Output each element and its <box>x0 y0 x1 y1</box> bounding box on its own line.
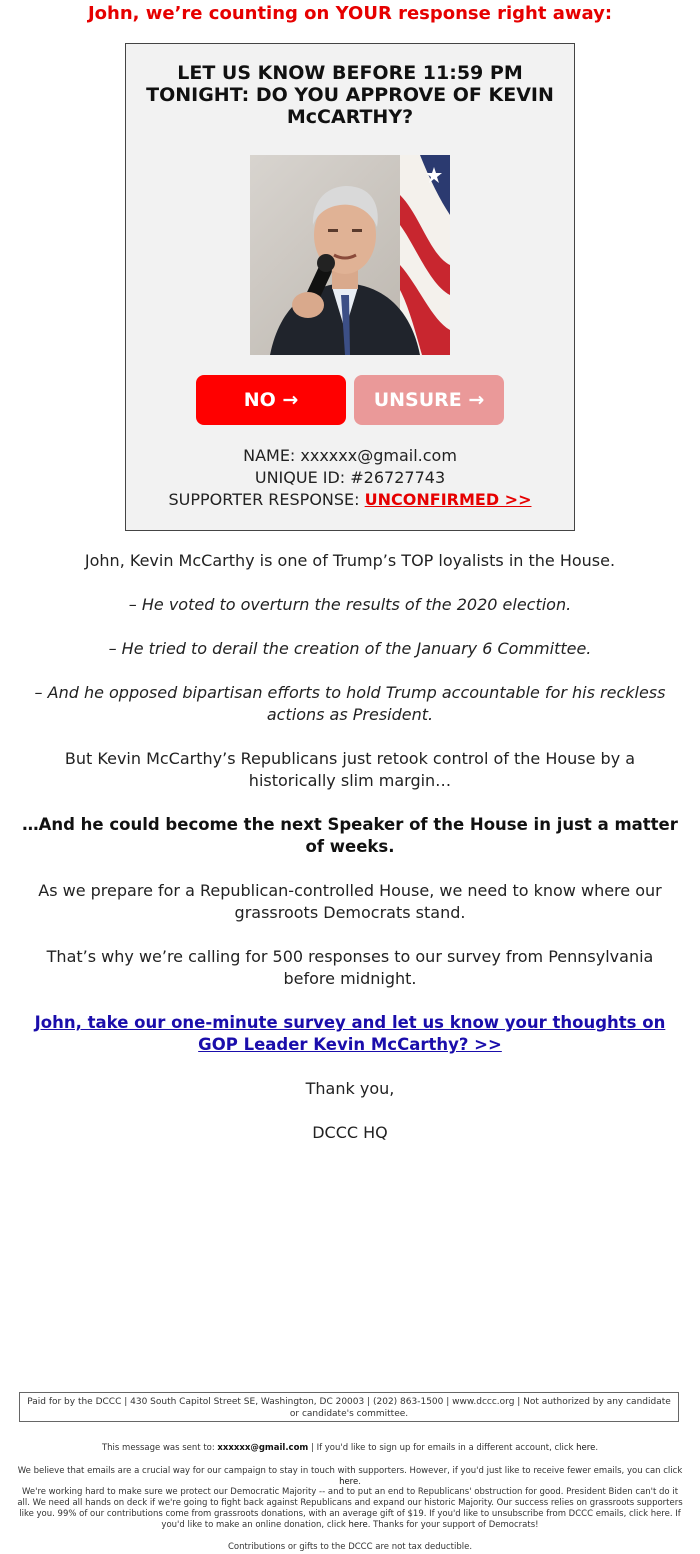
tax-note: Contributions or gifts to the DCCC are not tax deductible. <box>227 1542 473 1552</box>
email-headline: John, we’re counting on YOUR response right away: <box>87 3 613 24</box>
supporter-name: NAME: xxxxxx@gmail.com <box>243 446 457 465</box>
paid-for-disclaimer: Paid for by the DCCC | 430 South Capitol Street SE, Washington, DC 20003 | (202) 863-1500 | www.dccc.org | Not authorized by any candidate or candidate's committee. <box>19 1392 679 1422</box>
mccarthy-photo <box>250 155 450 355</box>
donation-here-link[interactable]: here <box>348 1520 368 1530</box>
speaker-paragraph: …And he could become the next Speaker of the House in just a matter of weeks. <box>22 815 678 856</box>
survey-link[interactable]: John, take our one-minute survey and let us know your thoughts on GOP Leader Kevin McCarthy? >> <box>34 1013 666 1054</box>
survey-box <box>125 43 575 531</box>
unconfirmed-link[interactable]: UNCONFIRMED >> <box>364 490 532 509</box>
fewer-emails-here-link[interactable]: here <box>339 1477 359 1487</box>
fewer-emails-text: We believe that emails are a crucial way for our campaign to stay in touch with supporters. However, if you'd just like to receive fewer emails, you can click <box>17 1466 683 1476</box>
supporter-response <box>126 489 574 510</box>
sent-to-suffix: | If you'd like to sign up for emails in a different account, click <box>308 1443 577 1453</box>
prepare-paragraph: As we prepare for a Republican-controlled House, we need to know where our grassroots Democrats stand. <box>38 881 662 922</box>
intro-paragraph: John, Kevin McCarthy is one of Trump’s TOP loyalists in the House. <box>84 551 616 570</box>
sent-to-email: xxxxxx@gmail.com <box>217 1443 309 1453</box>
fewer-emails-line: We believe that emails are a crucial way for our campaign to stay in touch with supporters. However, if you'd just like to receive fewer emails, you can click here. <box>17 1466 683 1487</box>
sent-to-line: This message was sent to: xxxxxx@gmail.com | If you'd like to sign up for emails in a different account, click here. <box>101 1443 599 1453</box>
sent-to-prefix: This message was sent to: <box>101 1443 218 1453</box>
cta-paragraph <box>20 1012 680 1056</box>
signature: DCCC HQ <box>312 1123 388 1142</box>
survey-title: LET US KNOW BEFORE 11:59 PM TONIGHT: DO YOU APPROVE OF KEVIN McCARTHY? <box>146 62 554 128</box>
no-button[interactable]: NO → <box>196 375 346 425</box>
unsure-button[interactable]: UNSURE → <box>354 375 504 425</box>
signup-here-link[interactable]: here <box>576 1443 596 1453</box>
unique-id: UNIQUE ID: #26727743 <box>254 468 446 487</box>
working-hard-suffix: . Thanks for your support of Democrats! <box>367 1520 539 1530</box>
signoff: Thank you, <box>305 1079 395 1098</box>
responses-paragraph: That’s why we’re calling for 500 responses to our survey from Pennsylvania before midnight. <box>46 947 654 988</box>
bullet-accountable: – And he opposed bipartisan efforts to hold Trump accountable for his reckless actions as President. <box>34 683 666 724</box>
working-hard-text: We're working hard to make sure we protect our Democratic Majority -- and to put an end to Republicans' obstruction for good. President Biden can't do it all. We need all hands on deck if we're going to fight back against Republicans and expand our historic Majority. Our success relies on grassroots supporters like you. 99% of our contributions come from grassroots donations, with an average gift of $19. If you'd like to unsubscribe from DCCC emails, click here. If you'd like to make an online donation, click <box>17 1487 683 1530</box>
working-hard-paragraph <box>16 1487 684 1531</box>
margin-paragraph: But Kevin McCarthy’s Republicans just retook control of the House by a historically slim margin… <box>64 749 636 790</box>
supporter-response-label: SUPPORTER RESPONSE: <box>168 490 365 509</box>
bullet-overturn: – He voted to overturn the results of the 2020 election. <box>128 595 572 614</box>
bullet-january6: – He tried to derail the creation of the January 6 Committee. <box>108 639 592 658</box>
